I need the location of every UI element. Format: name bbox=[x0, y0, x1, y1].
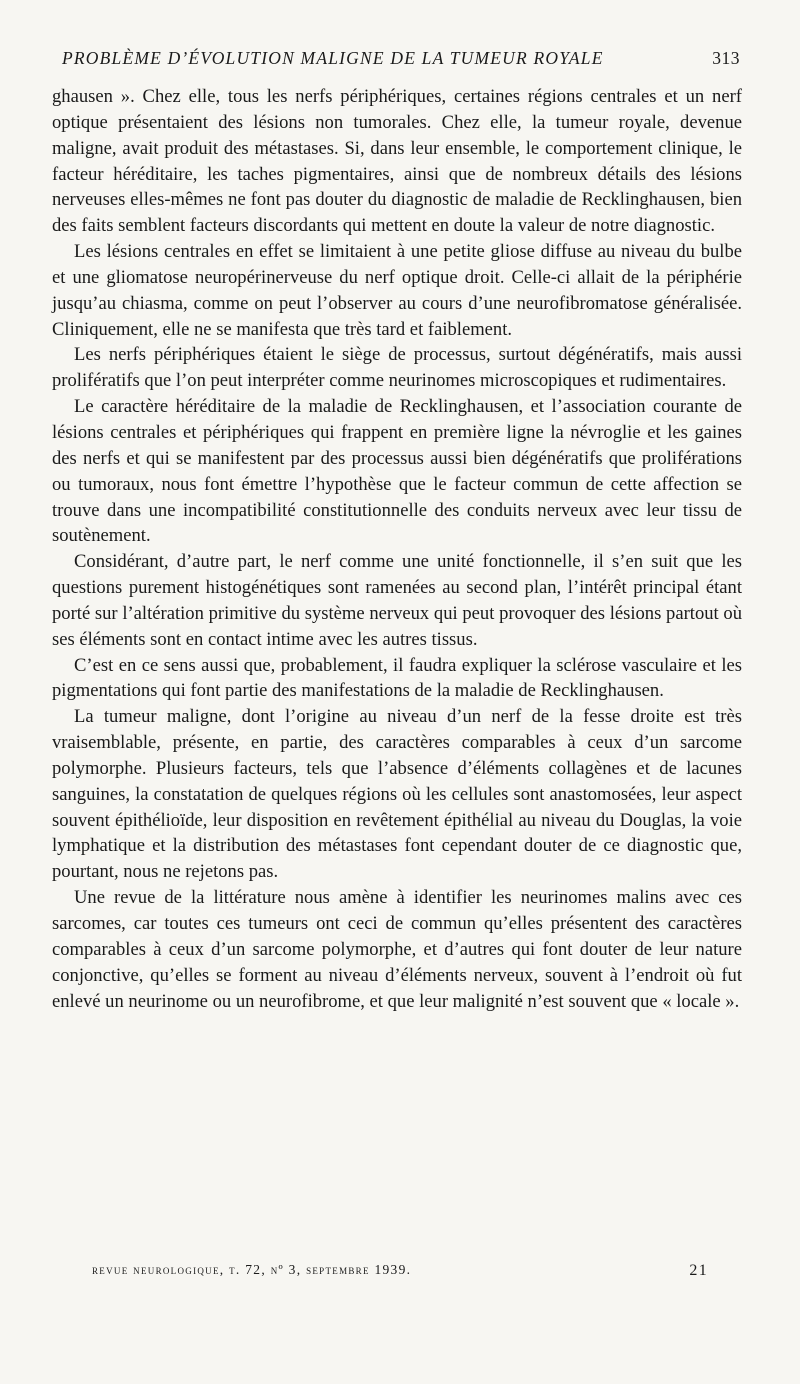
paragraph-7: La tumeur maligne, dont l’origine au niveau d’un nerf de la fesse droite est très vraisemblable, présente, en partie, des caractères comparables à ceux d’un sarcome polymorphe. Plusieurs facteurs, tels que l’absence d’éléments collagènes et de lacunes sanguines, la constatation de quelques régions où les cellules sont anastomosées, leur aspect souvent épithélioïde, leur disposition en revêtement épithélial au niveau du Douglas, la voie lymphatique et la distribution des métastases font cependant douter de ce diagnostic que, pourtant, nous ne rejetons pas. bbox=[52, 706, 742, 883]
page-number: 313 bbox=[712, 48, 740, 68]
paragraph-2: Les lésions centrales en effet se limitaient à une petite gliose diffuse au niveau du bulbe et une gliomatose neuropérinerveuse du nerf optique droit. Celle-ci allait de la périphérie jusqu’au chiasma, comme on peut l’observer au cours d’une neurofibromatose généralisée. Cliniquement, elle ne se manifesta que très tard et faiblement. bbox=[52, 241, 742, 340]
page-footer bbox=[92, 1262, 708, 1286]
paragraph-4: Le caractère héréditaire de la maladie de Recklinghausen, et l’association courante de lésions centrales et périphériques qui frappent en première ligne la névroglie et les gaines des nerfs et qui se manifestent par des processus aussi bien dégénératifs que proliférations ou tumoraux, nous font émettre l’hypothèse que le facteur commun de cette affection se trouve dans une incompatibilité constitutionnelle des conduits nerveux avec leur tissu de soutènement. bbox=[52, 396, 742, 547]
signature-mark: 21 bbox=[689, 1262, 708, 1279]
paragraph-6: C’est en ce sens aussi que, probablement, il faudra expliquer la sclérose vasculaire et les pigmentations qui font partie des manifestations de la maladie de Recklinghausen. bbox=[52, 654, 742, 702]
running-title: PROBLÈME D’ÉVOLUTION MALIGNE DE LA TUMEUR ROYALE bbox=[62, 48, 604, 68]
paragraph-1: ghausen ». Chez elle, tous les nerfs périphériques, certaines régions centrales et un nerf optique présentaient des lésions non tumorales. Chez elle, la tumeur royale, devenue maligne, avait produit des métastases. Si, dans leur ensemble, le comportement clinique, le facteur héréditaire, les taches pigmentaires, ainsi que de nombreux détails des lésions nerveuses elles-mêmes ne font pas douter du diagnostic de maladie de Recklinghausen, bien des faits semblent facteurs discordants qui mettent en doute la valeur de notre diagnostic. bbox=[52, 86, 742, 237]
paragraph-3: Les nerfs périphériques étaient le siège de processus, surtout dégénératifs, mais aussi prolifératifs que l’on peut interpréter comme neurinomes microscopiques et rudimentaires. bbox=[52, 344, 742, 392]
paragraph-5: Considérant, d’autre part, le nerf comme une unité fonctionnelle, il s’en suit que les questions purement histogénétiques sont ramenées au second plan, l’intérêt principal étant porté sur l’altération primitive du système nerveux qui peut provoquer des lésions partout où ses éléments sont en contact intime avec les autres tissus. bbox=[52, 551, 742, 650]
article-body bbox=[52, 84, 742, 1014]
running-head bbox=[62, 48, 740, 72]
paragraph-8: Une revue de la littérature nous amène à identifier les neurinomes malins avec ces sarcomes, car toutes ces tumeurs ont ceci de commun qu’elles présentent des caractères comparables à ceux d’un sarcome polymorphe, et d’autres qui font douter de leur nature conjonctive, qu’elles se forment au niveau d’éléments nerveux, souvent à l’endroit où fut enlevé un neurinome ou un neurofibrome, et que leur malignité n’est souvent que « locale ». bbox=[52, 887, 742, 1012]
journal-citation: revue neurologique, t. 72, nº 3, septembre 1939. bbox=[92, 1262, 412, 1277]
